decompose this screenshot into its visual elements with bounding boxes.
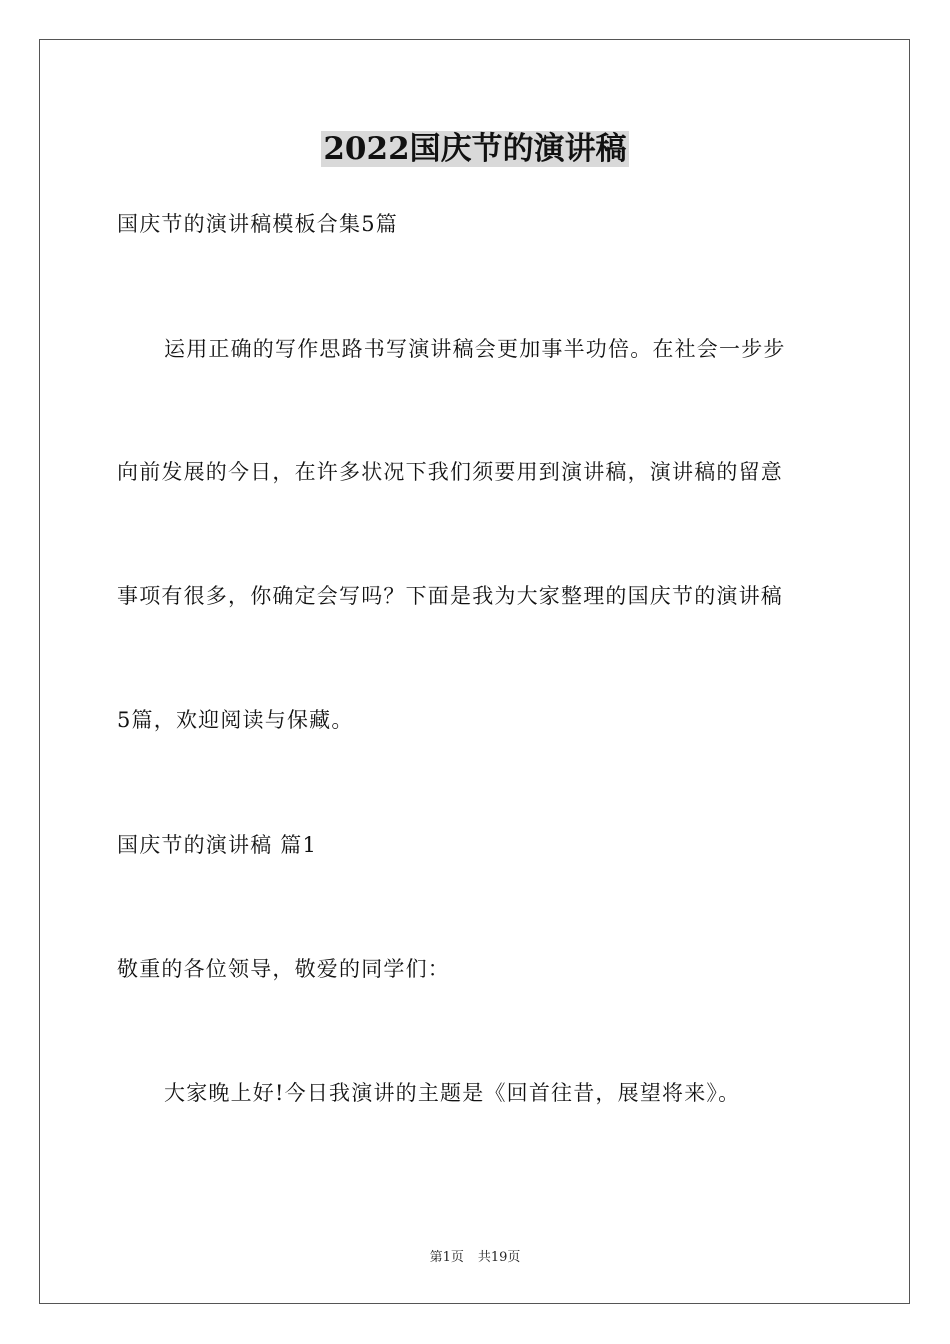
subtitle-line: 国庆节的演讲稿模板合集5篇 (117, 212, 398, 236)
page-number: 第1页 (429, 1250, 464, 1265)
section-heading: 国庆节的演讲稿 篇1 (117, 833, 318, 857)
paragraph-line: 向前发展的今日，在许多状况下我们须要用到演讲稿，演讲稿的留意 (117, 460, 783, 484)
document-title-text: 2022国庆节的演讲稿 (323, 131, 627, 167)
paragraph-line: 5篇，欢迎阅读与保藏。 (117, 708, 354, 732)
page-total: 共19页 (477, 1250, 521, 1265)
page-footer (0, 1249, 950, 1267)
salutation-line: 敬重的各位领导，敬爱的同学们： (117, 957, 450, 981)
paragraph-line: 大家晚上好!今日我演讲的主题是《回首往昔，展望将来》。 (164, 1081, 741, 1105)
document-title (0, 128, 950, 170)
paragraph-line: 运用正确的写作思路书写演讲稿会更加事半功倍。在社会一步步 (164, 337, 786, 361)
paragraph-line: 事项有很多，你确定会写吗？下面是我为大家整理的国庆节的演讲稿 (117, 584, 783, 608)
